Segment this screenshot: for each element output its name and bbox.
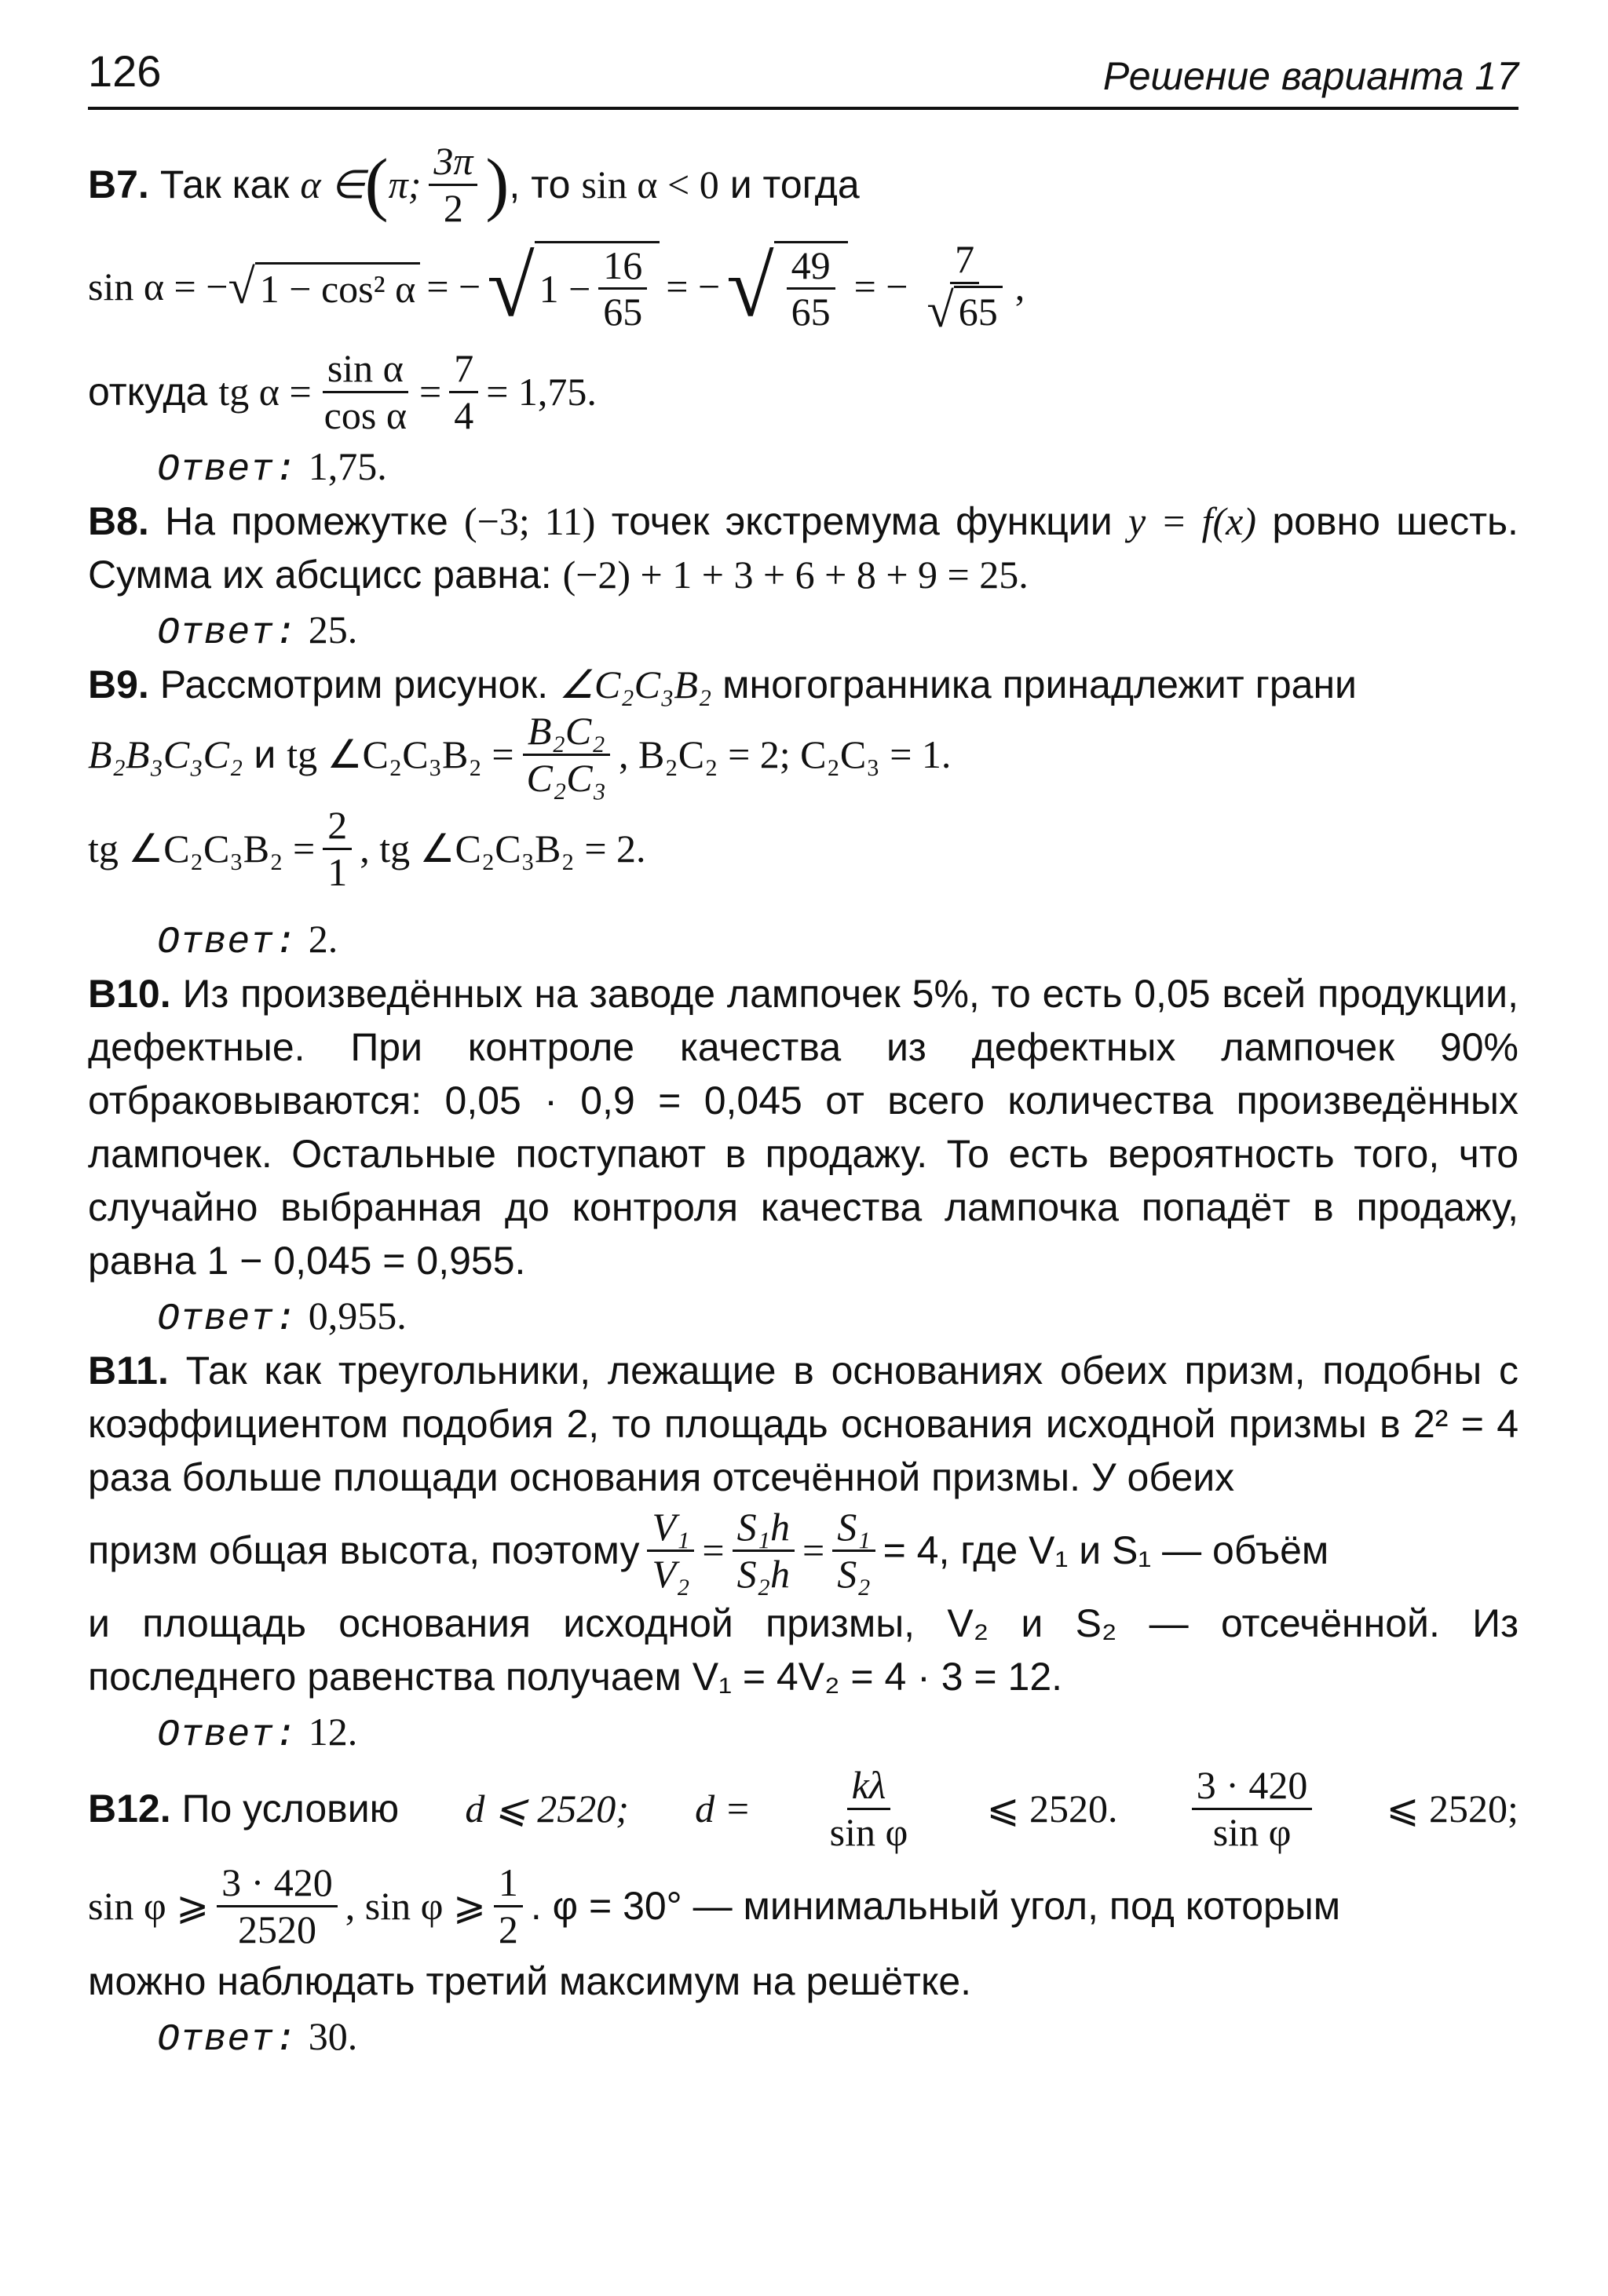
b7-intro: B7. Так как α ∈ ( π; $\frac{3\pi}{2}$ ) , то sin α < 0 и тогда	[88, 139, 860, 230]
problem-b10	[88, 967, 1518, 1344]
b12-text-end: можно наблюдать третий максимум на решётке.	[88, 1959, 972, 2003]
b8-text: B8. На промежутке (−3; 11) точек экстремума функции y = f(x) ровно шесть. Сумма их абсцисс равна: (−2) + 1 + 3 + 6 + 8 + 9 = 25.	[88, 499, 1518, 597]
b7-pi: π;	[388, 162, 422, 206]
b7-frac-result: 7 √ 65	[922, 239, 1007, 334]
b7-sqrt-3: √ $\frac{49}{65}$	[726, 241, 847, 333]
b11-volume-equation: призм общая высота, поэтому $\frac{\text{V₁}}{\text{V₂}}$ = $\frac{\text{S₁h}}{\text{S₂h}}$ = $\frac{\text{S₁}}{\text{S₂}}$ = 4, где V₁ и S₁ — объём	[88, 1505, 1329, 1596]
b11-answer: Ответ: 12.	[157, 1710, 358, 1757]
b7-angle: α ∈	[300, 162, 365, 206]
b7-sin-cond: sin α < 0	[581, 162, 719, 206]
b7-frac-3pi2: $\frac{3\pi}{2}$	[429, 141, 477, 228]
problem-b9	[88, 658, 1518, 967]
b9-text: B9. Рассмотрим рисунок. ∠C₂C₃B₂ многогранника принадлежит грани	[88, 663, 1357, 706]
b9-answer: Ответ: 2.	[157, 917, 338, 964]
b7-intro-to: то	[531, 162, 571, 206]
b7-sqrt-1: √ 1 − cos² α	[228, 262, 420, 312]
b11-text-1: B11. Так как треугольники, лежащие в основаниях обеих призм, подобны с коэффициентом подобия 2, то площадь основания исходной призмы в 2² = 4 раза больше площади основания отсечённой призмы. У обеих	[88, 1349, 1518, 1499]
b9-tg-line-1: B₂B₃C₃C₂ и tg ∠C₂C₃B₂ = $\frac{\text{B₂C₂}}{\text{C₂C₃}}$ , B₂C₂ = 2; C₂C₃ = 1.	[88, 709, 952, 800]
b7-label: B7.	[88, 162, 149, 206]
problem-b11	[88, 1344, 1518, 1760]
b7-answer: Ответ: 1,75.	[157, 444, 387, 491]
problem-b7	[88, 141, 1518, 495]
b7-rparen: )	[485, 145, 510, 223]
b7-sqrt-2: √ 1 − $\frac{16}{65}$	[487, 241, 660, 333]
solutions	[88, 141, 1518, 2064]
b12-label: B12.	[88, 1787, 171, 1831]
page-header	[88, 46, 1518, 110]
b9-label: B9.	[88, 663, 149, 706]
b10-answer: Ответ: 0,955.	[157, 1294, 407, 1341]
b11-label: B11.	[88, 1349, 169, 1393]
b7-lparen: (	[364, 145, 389, 223]
b12-condition-line: B12. По условию d ⩽ 2520; d = $\frac{k\lambda}{\text{sin φ}}$ ⩽ 2520. $\frac{3 \cdot 420}{\text{sin φ}}$ ⩽ 2520;	[88, 1763, 1518, 1854]
b7-sin-equation: sin α = − √ 1 − cos² α = − √ 1 − $\frac{16}{65}$ = − √ $\frac{49}{65}$ = − 7 √ 65 ,	[88, 237, 1025, 338]
problem-b12	[88, 1760, 1518, 2064]
b7-intro-then: и тогда	[729, 162, 860, 206]
b7-tg-equation: откуда tg α = $\frac{\text{sin α}}{\text{cos α}}$ = $\frac{7}{4}$ = 1,75.	[88, 346, 597, 437]
b8-label: B8.	[88, 499, 149, 543]
running-title: Решение варианта 17	[1102, 54, 1518, 98]
b12-answer: Ответ: 30.	[157, 2014, 358, 2061]
problem-b8	[88, 495, 1518, 658]
b11-text-2: и площадь основания исходной призмы, V₂ и S₂ — отсечённой. Из последнего равенства получаем V₁ = 4V₂ = 4 · 3 = 12.	[88, 1601, 1518, 1699]
b12-sin-line: sin φ ⩾ $\frac{3 \cdot 420}{2520}$ , sin φ ⩾ $\frac{1}{2}$ . φ = 30° — минимальный угол, под которым	[88, 1860, 1341, 1951]
b7-intro-text: Так как	[159, 162, 290, 206]
page-number: 126	[88, 46, 162, 96]
b9-tg-line-2: tg ∠C₂C₃B₂ = $\frac{2}{1}$ , tg ∠C₂C₃B₂ = 2.	[88, 803, 646, 894]
b10-label: B10.	[88, 972, 171, 1016]
b10-text: B10. Из произведённых на заводе лампочек 5%, то есть 0,05 всей продукции, дефектные. При контроле качества из дефектных лампочек 90% отбраковываются: 0,05 · 0,9 = 0,045 от всего количества произведённых лампочек. Остальные поступают в продажу. То есть вероятность того, что случайно выбранная до контроля качества лампочка попадёт в продажу, равна 1 − 0,045 = 0,955.	[88, 972, 1518, 1283]
b8-answer: Ответ: 25.	[157, 608, 358, 655]
